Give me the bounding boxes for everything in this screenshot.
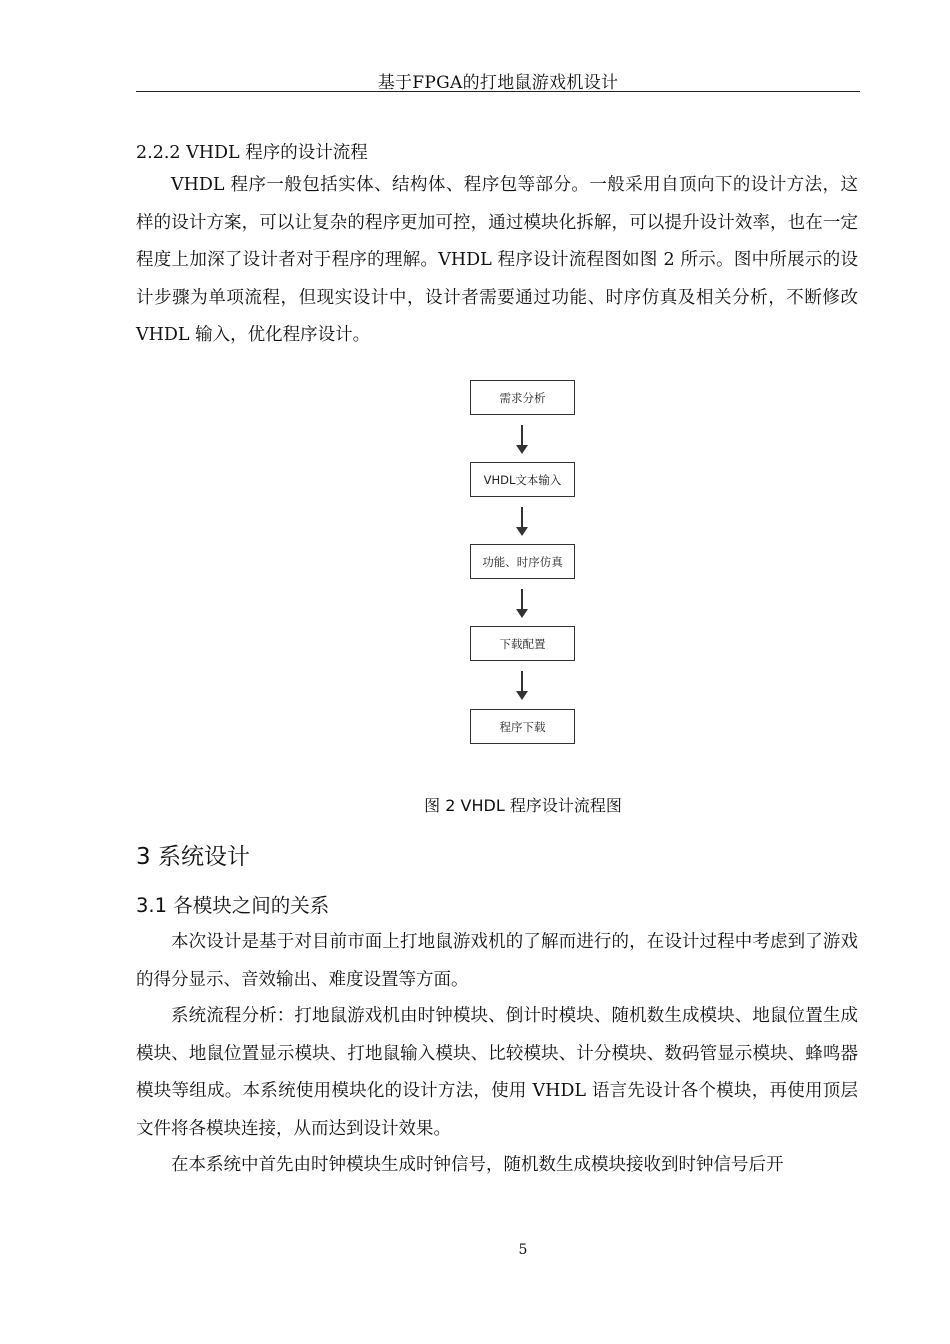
flow-step-vhdl-input: VHDL文本输入: [470, 462, 575, 497]
flow-step-download-config: 下载配置: [470, 626, 575, 661]
section-heading-3-1: 3.1 各模块之间的关系: [136, 894, 330, 917]
page-number: 5: [518, 1242, 528, 1258]
paragraph-system-flow: 系统流程分析：打地鼠游戏机由时钟模块、倒计时模块、随机数生成模块、地鼠位置生成模块、地鼠位置显示模块、打地鼠输入模块、比较模块、计分模块、数码管显示模块、蜂鸣器模块等组成。本系统使用模块化的设计方法，使用 VHDL 语言先设计各个模块，再使用顶层文件将各模块连接，从而达到设计效果。: [136, 1006, 858, 1139]
flow-arrow-4: [521, 671, 523, 693]
paragraph-design-basis: 本次设计是基于对目前市面上打地鼠游戏机的了解而进行的，在设计过程中考虑到了游戏的得分显示、音效输出、难度设置等方面。: [136, 932, 858, 990]
paragraph-vhdl-intro: VHDL 程序一般包括实体、结构体、程序包等部分。一般采用自顶向下的设计方法，这样的设计方案，可以让复杂的程序更加可控，通过模块化拆解，可以提升设计效率，也在一定程度上加深了设计者对于程序的理解。VHDL 程序设计流程图如图 2 所示。图中所展示的设计步骤为单项流程，但现实设计中，设计者需要通过功能、时序仿真及相关分析，不断修改 VHDL 输入，优化程序设计。: [136, 175, 858, 345]
flow-arrow-2: [521, 507, 523, 529]
paragraph-clock: 在本系统中首先由时钟模块生成时钟信号，随机数生成模块接收到时钟信号后开: [171, 1155, 784, 1175]
figure-caption: 图 2 VHDL 程序设计流程图: [424, 796, 622, 815]
header-rule: [136, 91, 860, 92]
section-heading-3: 3 系统设计: [136, 844, 250, 870]
flow-arrow-3: [521, 589, 523, 611]
section-heading-2-2-2: 2.2.2 VHDL 程序的设计流程: [136, 143, 368, 163]
flow-arrow-1: [521, 425, 523, 447]
flow-step-simulation: 功能、时序仿真: [470, 544, 575, 579]
flow-step-program-download: 程序下载: [470, 709, 575, 744]
page-header-title: 基于FPGA的打地鼠游戏机设计: [377, 73, 619, 93]
flow-step-requirements: 需求分析: [470, 380, 575, 415]
